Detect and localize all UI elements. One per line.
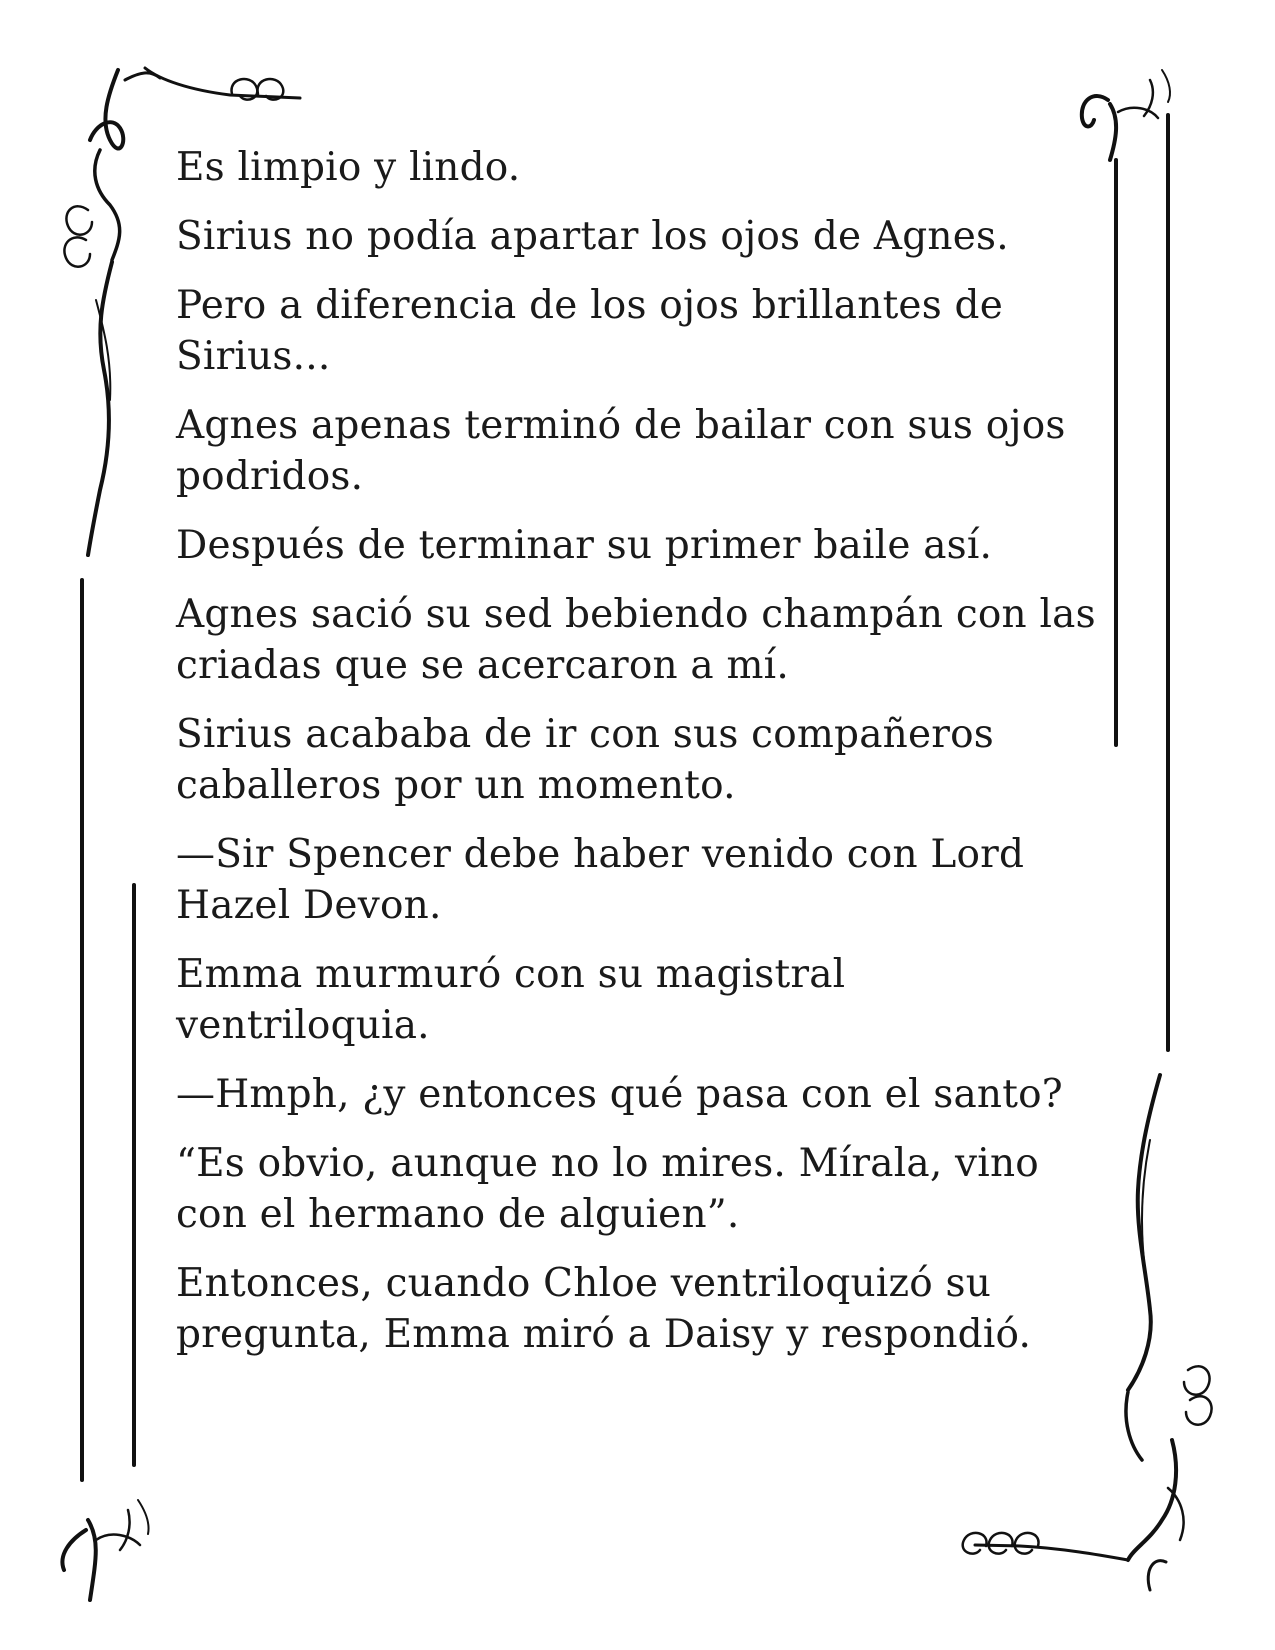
paragraph: —Hmph, ¿y entonces qué pasa con el santo?: [176, 1072, 1063, 1117]
paragraph: Pero a diferencia de los ojos brillantes de Sirius...: [176, 283, 1003, 379]
paragraph: Agnes apenas terminó de bailar con sus ojos podridos.: [176, 403, 1066, 499]
paragraph: Entonces, cuando Chloe ventriloquizó su pregunta, Emma miró a Daisy y respondió.: [176, 1261, 1032, 1357]
paragraph: Agnes sació su sed bebiendo champán con las criadas que se acercaron a mí.: [176, 592, 1096, 688]
paragraph: “Es obvio, aunque no lo mires. Mírala, vino con el hermano de alguien”.: [176, 1141, 1039, 1237]
paragraph: Después de terminar su primer baile así.: [176, 523, 993, 568]
bottom-left-flourish-icon: [62, 1500, 148, 1600]
paragraph: Es limpio y lindo.: [176, 145, 521, 190]
paragraph: Sirius no podía apartar los ojos de Agnes.: [176, 214, 1009, 259]
paragraph: Emma murmuró con su magistral ventriloquia.: [176, 952, 846, 1048]
page-text: [176, 142, 1096, 1378]
paragraph: —Sir Spencer debe haber venido con Lord Hazel Devon.: [176, 832, 1025, 928]
paragraph: Sirius acababa de ir con sus compañeros caballeros por un momento.: [176, 712, 995, 808]
